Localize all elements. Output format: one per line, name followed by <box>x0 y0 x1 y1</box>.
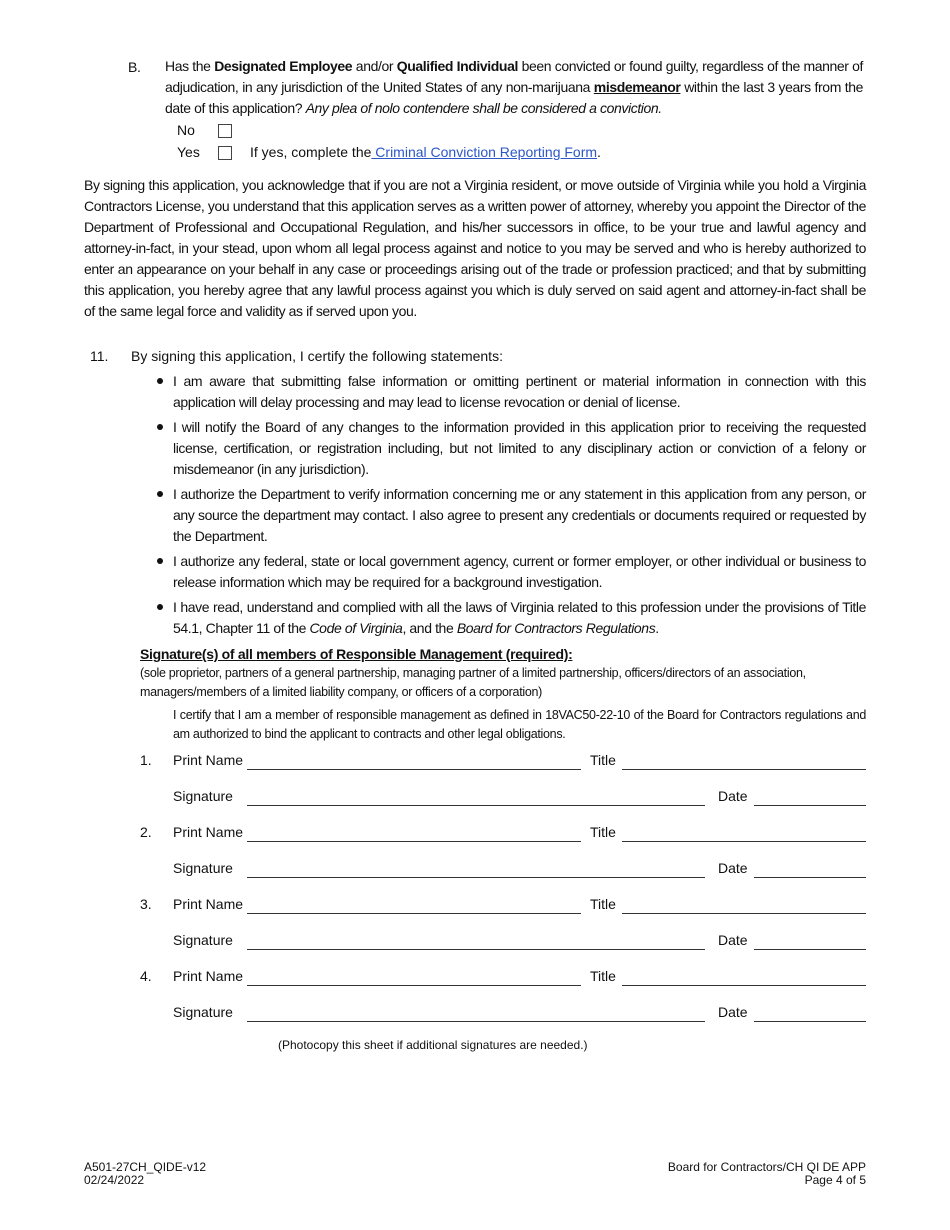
answer-yes: Yes If yes, complete the Criminal Conviction Reporting Form. <box>177 144 601 160</box>
print-name-label: Print Name <box>173 968 244 984</box>
board-name: Board for Contractors/CH QI DE APP <box>667 1160 866 1174</box>
bullet-icon <box>157 558 163 564</box>
signature-field[interactable] <box>247 805 705 806</box>
power-of-attorney-paragraph: By signing this application, you acknowledge that if you are not a Virginia resident, or move outside of Virginia while you hold a Virginia Contractors License, you understand that this application serves as a written power of attorney, whereby you appoint the Director of the Department of Professional and Occupational Regulation, and his/her successors in office, to be your true and lawful agency and attorney-in-fact, in your stead, upon whom all legal process against and notice to you may be served and who is hereby authorized to enter an appearance on your behalf in any case or proceedings arising out of the trade or profession practiced; and that by submitting this application, you hereby agree that any lawful process against you which is duly served on said agent and attorney-in-fact shall be of the same legal force and validity as if served upon you. <box>84 177 866 319</box>
print-name-field[interactable] <box>247 985 581 986</box>
print-name-label: Print Name <box>173 824 244 840</box>
criminal-conviction-form-link[interactable]: Criminal Conviction Reporting Form <box>371 144 598 160</box>
date-label: Date <box>718 788 748 804</box>
date-field[interactable] <box>754 949 866 950</box>
signature-row <box>0 852 950 888</box>
signer-number: 4. <box>140 968 152 984</box>
signature-field[interactable] <box>247 949 705 950</box>
question-b-label: B. <box>128 59 141 75</box>
date-label: Date <box>718 1004 748 1020</box>
print-name-row <box>0 816 950 852</box>
title-field[interactable] <box>622 985 866 986</box>
signature-label: Signature <box>173 932 233 948</box>
title-label: Title <box>590 752 616 768</box>
signature-row <box>0 924 950 960</box>
question-b-text: Has the Designated Employee and/or Qualified Individual been convicted or found guilty, regardless of the manner of adjudication, in any jurisdiction of the United States of any non-marijuana misdemeanor within the last 3 years from the date of this application? Any plea of nolo contendere shall be considered a conviction. <box>165 58 863 116</box>
form-id: A501-27CH_QIDE-v12 <box>84 1160 207 1174</box>
no-checkbox[interactable] <box>218 124 232 138</box>
title-field[interactable] <box>622 913 866 914</box>
signer-number: 1. <box>140 752 152 768</box>
print-name-row <box>0 888 950 924</box>
print-name-field[interactable] <box>247 913 581 914</box>
print-name-field[interactable] <box>247 769 581 770</box>
signature-label: Signature <box>173 788 233 804</box>
signer-number: 2. <box>140 824 152 840</box>
footer-right <box>668 1161 866 1187</box>
print-name-label: Print Name <box>173 896 244 912</box>
section-11-number: 11. <box>90 348 109 364</box>
print-name-row <box>0 744 950 780</box>
title-field[interactable] <box>622 769 866 770</box>
date-field[interactable] <box>754 1021 866 1022</box>
date-label: Date <box>718 932 748 948</box>
date-field[interactable] <box>754 877 866 878</box>
bullet-icon <box>157 424 163 430</box>
bullet-item: I authorize the Department to verify information concerning me or any statement in this application from any person, or any source the department may contact. I also agree to present any credentials or documents required or requested by the Department. <box>157 484 866 547</box>
title-label: Title <box>590 896 616 912</box>
signature-field[interactable] <box>247 1021 705 1022</box>
signature-row <box>0 996 950 1032</box>
signer-number: 3. <box>140 896 152 912</box>
signature-rows <box>0 744 950 1032</box>
form-date: 02/24/2022 <box>84 1173 145 1187</box>
date-field[interactable] <box>754 805 866 806</box>
page-number: Page 4 of 5 <box>804 1173 866 1187</box>
section-11-intro: By signing this application, I certify the following statements: <box>131 348 503 364</box>
bullet-item: I will notify the Board of any changes to the information provided in this application prior to receiving the requested license, certification, or registration including, but not limited to any disciplinary action or conviction of a felony or misdemeanor (in any jurisdiction). <box>157 417 866 480</box>
footer-left <box>84 1161 206 1187</box>
signature-label: Signature <box>173 860 233 876</box>
answer-no: No <box>177 119 950 141</box>
bullet-item: I am aware that submitting false information or omitting pertinent or material information in connection with this application will delay processing and may lead to license revocation or denial of license. <box>157 371 866 413</box>
photocopy-note: (Photocopy this sheet if additional signatures are needed.) <box>278 1038 588 1052</box>
date-label: Date <box>718 860 748 876</box>
signatures-heading: Signature(s) of all members of Responsible Management (required): <box>140 646 573 662</box>
title-label: Title <box>590 824 616 840</box>
print-name-field[interactable] <box>247 841 581 842</box>
section-11 <box>90 346 950 367</box>
question-b <box>128 56 863 119</box>
bullet-icon <box>157 378 163 384</box>
print-name-label: Print Name <box>173 752 244 768</box>
title-label: Title <box>590 968 616 984</box>
print-name-row <box>0 960 950 996</box>
signature-row <box>0 780 950 816</box>
signature-label: Signature <box>173 1004 233 1020</box>
certify-statement: I certify that I am a member of responsible management as defined in 18VAC50-22-10 of the Board for Contractors regulations and am authorized to bind the applicant to contracts and other legal obligations. <box>173 708 866 741</box>
bullet-item: I authorize any federal, state or local government agency, current or former employer, or other individual or business to release information which may be required for a background investigation. <box>157 551 866 593</box>
title-field[interactable] <box>622 841 866 842</box>
bullet-item: I have read, understand and complied with all the laws of Virginia related to this profession under the provisions of Title 54.1, Chapter 11 of the Code of Virginia, and the Board for Contractors Regulations. <box>157 597 866 639</box>
signatures-subtitle: (sole proprietor, partners of a general partnership, managing partner of a limited partnership, officers/directors of an association, managers/members of a limited liability company, or officers of a corporation) <box>140 666 806 699</box>
signature-field[interactable] <box>247 877 705 878</box>
bullet-icon <box>157 491 163 497</box>
yes-note: If yes, complete the Criminal Conviction Reporting Form. <box>250 144 601 160</box>
yes-checkbox[interactable] <box>218 146 232 160</box>
bullet-icon <box>157 604 163 610</box>
